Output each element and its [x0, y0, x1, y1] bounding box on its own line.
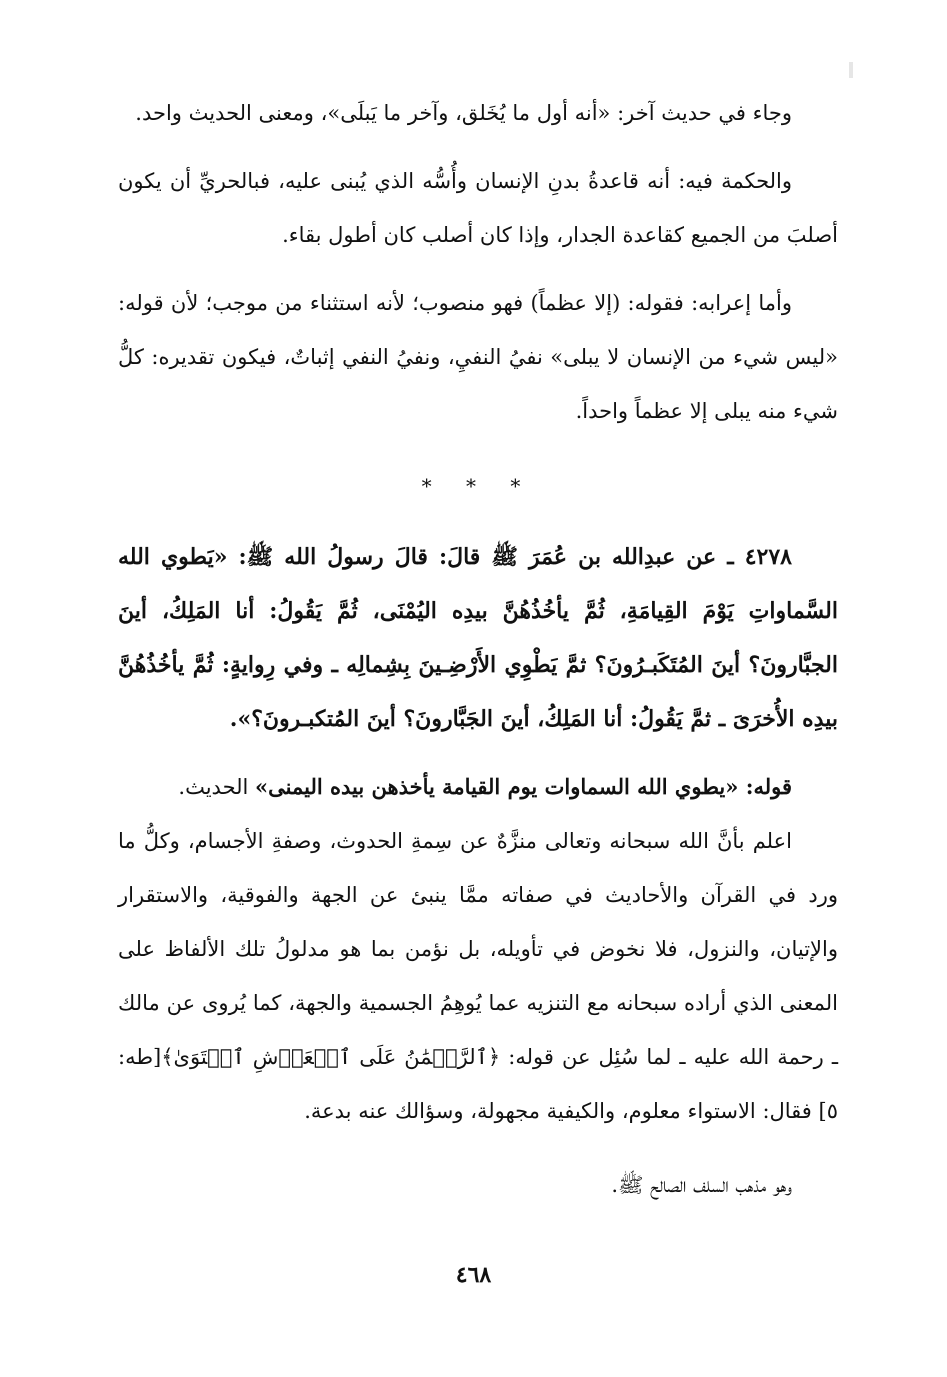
margin-speck — [849, 62, 853, 78]
paragraph-wisdom: والحكمة فيه: أنه قاعدةُ بدنِ الإنسان وأُسُّه الذي يُبنى عليه، فبالحريِّ أن يكون أصلبَ من الجميع كقاعدة الجدار، وإذا كان أصلب كان أطول بقاء. — [118, 169, 838, 247]
paragraph-commentary: اعلم بأنَّ الله سبحانه وتعالى منزَّهٌ عن سِمةِ الحدوث، وصفةِ الأجسام، وكلُّ ما ورد في القرآن والأحاديث في صفاته ممَّا ينبئ عن الجهة والفوقية، والاستقرار والإتيان، والنزول، فلا نخوض في تأويله، بل نؤمن بما هو مدلولُ تلك الألفاظ على المعنى الذي أراده سبحانه مع التنزيه عما يُوهِمُ الجسمية والجهة، كما يُروى عن مالك ـ رحمة الله عليه ـ لما سُئِل عن قوله: ﴿ٱلرَّحۡمَٰنُ عَلَى ٱلۡعَرۡشِ ٱسۡتَوَىٰ﴾[طه: ٥] فقال: الاستواء معلوم، والكيفية مجهولة، وسؤالك عنه بدعة. — [118, 829, 838, 1123]
paragraph-conclusion: وهو مذهب السلف الصالح ﷺ. — [611, 1173, 792, 1197]
paragraph-other-hadith: وجاء في حديث آخر: «أنه أول ما يُخَلق، وآخر ما يَبلَى»، ومعنى الحديث واحد. — [135, 101, 792, 125]
section-divider-stars: * * * — [421, 474, 535, 498]
hadith-text: ٤٢٧٨ ـ عن عبدِالله بن عُمَرَ ﷺ قالَ: قالَ رسولُ الله ﷺ: «يَطوي الله السَّماواتِ يَوْمَ القِيامَةِ، ثُمَّ يأخُذُهُنَّ بيدِه اليُمْنَى، ثُمَّ يَقُولُ: أنا المَلِكُ، أينَ الجبَّارونَ؟ أينَ المُتَكَبـرُونَ؟ ثمَّ يَطْوِي الأَرْضِـينَ بِشِمالِه ـ وفي رِوايةٍ: ثُمَّ يأخُذُهُنَّ بيدِه الأُخرَىَ ـ ثمَّ يَقُولُ: أنا المَلِكُ، أينَ الجَبَّارونَ؟ أينَ المُتكبـرونَ؟». — [118, 544, 838, 732]
commentary-heading — [118, 760, 838, 814]
page-body — [118, 86, 838, 1212]
page-number: ٤٦٨ — [455, 1262, 492, 1288]
quote-rest: الحديث. — [178, 775, 256, 799]
quote-label: قوله: «يطوي الله السماوات يوم القيامة يأخذهن بيده اليمنى» — [255, 774, 792, 799]
paragraph-grammar: وأما إعرابه: فقوله: (إلا عظماً) فهو منصوب؛ لأنه استثناء من موجب؛ لأن قوله: «ليس شيء من الإنسان لا يبلى» نفيُ النفيِ، ونفيُ النفي إثباتٌ، فيكون تقديره: كلُّ شيء منه يبلى إلا عظماً واحداً. — [118, 291, 838, 423]
